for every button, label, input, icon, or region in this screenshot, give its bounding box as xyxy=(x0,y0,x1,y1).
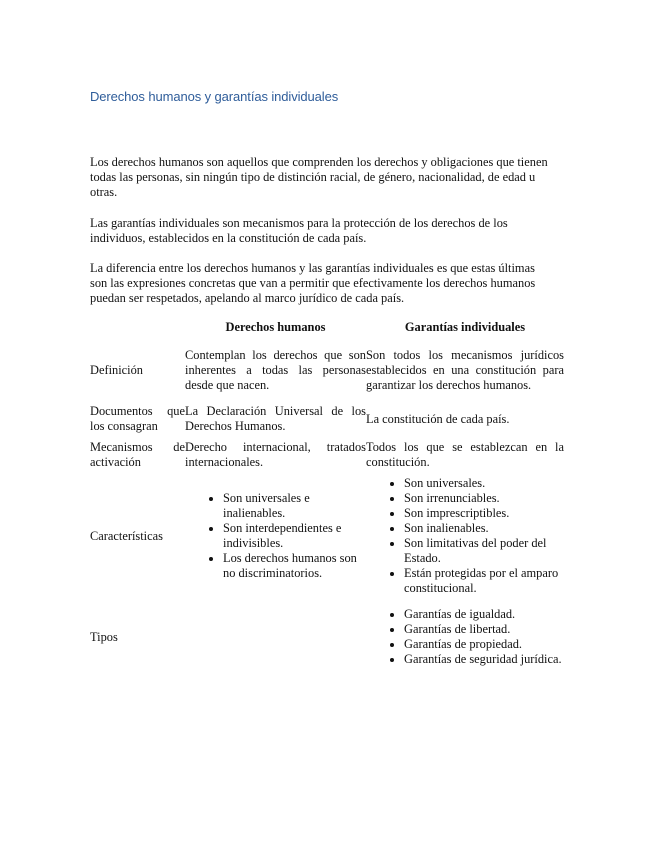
list-item: • Son universales. xyxy=(404,476,564,491)
row-label: Características xyxy=(90,528,163,543)
row-label: Definición xyxy=(90,363,143,377)
paragraph-diferencia: La diferencia entre los derechos humanos y las garantías individuales es que estas últimas son las expresiones concretas que van a permitir que efectivamente los derechos humanos puedan ser respetados, apelando al marco jurídico de cada país. xyxy=(90,261,536,305)
row-label: Tipos xyxy=(90,629,118,644)
cell-dh-mecanismos: Derecho internacional, tratados internacionales. xyxy=(185,440,366,469)
paragraph-derechos-humanos: Los derechos humanos son aquellos que comprenden los derechos y obligaciones que tienen todas las personas, sin ningún tipo de distinción racial, de género, nacionalidad, de edad u otras. xyxy=(90,155,548,199)
table-row-mecanismos xyxy=(90,440,564,470)
paragraph-garantias-individuales: Las garantías individuales son mecanismos para la protección de los derechos de los individuos, establecidos en la constitución de cada país. xyxy=(90,216,508,245)
row-label: Mecanismos de activación xyxy=(90,440,185,469)
list-item: • Garantías de igualdad. xyxy=(404,607,564,622)
list-item: • Son universales e inalienables. xyxy=(223,491,366,521)
header-garantias-individuales: Garantías individuales xyxy=(404,319,526,334)
cell-gi-mecanismos: Todos los que se establezcan en la constitución. xyxy=(366,440,564,469)
cell-dh-documentos: La Declaración Universal de los Derechos Humanos. xyxy=(185,404,366,433)
list-item: • Garantías de seguridad jurídica. xyxy=(404,652,564,667)
table-row-tipos xyxy=(90,607,564,667)
list-item: • Garantías de propiedad. xyxy=(404,637,564,652)
cell-gi-caracteristicas xyxy=(366,476,564,596)
cell-dh-caracteristicas xyxy=(185,476,366,596)
table-row-caracteristicas xyxy=(90,476,564,596)
comparison-table xyxy=(90,317,564,667)
header-empty xyxy=(90,317,185,337)
bullet-list xyxy=(185,491,366,581)
cell-gi-documentos: La constitución de cada país. xyxy=(366,411,510,426)
document-title: Derechos humanos y garantías individuales xyxy=(90,89,339,104)
list-item: • Son irrenunciables. xyxy=(404,491,564,506)
cell-gi-tipos xyxy=(366,607,564,667)
list-item: • Garantías de libertad. xyxy=(404,622,564,637)
table-row-definicion xyxy=(90,348,564,393)
list-item: • Son limitativas del poder del Estado. xyxy=(404,536,564,566)
table-header-row xyxy=(90,317,564,337)
list-item: • Están protegidas por el amparo constitucional. xyxy=(404,566,564,596)
list-item: • Son interdependientes e indivisibles. xyxy=(223,521,366,551)
list-item: • Son imprescriptibles. xyxy=(404,506,564,521)
table-row-documentos xyxy=(90,404,564,434)
bullet-list xyxy=(366,607,564,667)
row-label: Documentos que los consagran xyxy=(90,404,185,433)
cell-dh-tipos xyxy=(185,607,366,667)
bullet-list xyxy=(366,476,564,596)
header-derechos-humanos: Derechos humanos xyxy=(225,319,326,334)
list-item: • Son inalienables. xyxy=(404,521,564,536)
cell-dh-definicion: Contemplan los derechos que son inherentes a todas las personas desde que nacen. xyxy=(185,348,366,392)
cell-gi-definicion: Son todos los mecanismos jurídicos establecidos en una constitución para garantizar los derechos humanos. xyxy=(366,348,564,392)
list-item: • Los derechos humanos son no discriminatorios. xyxy=(223,551,366,581)
